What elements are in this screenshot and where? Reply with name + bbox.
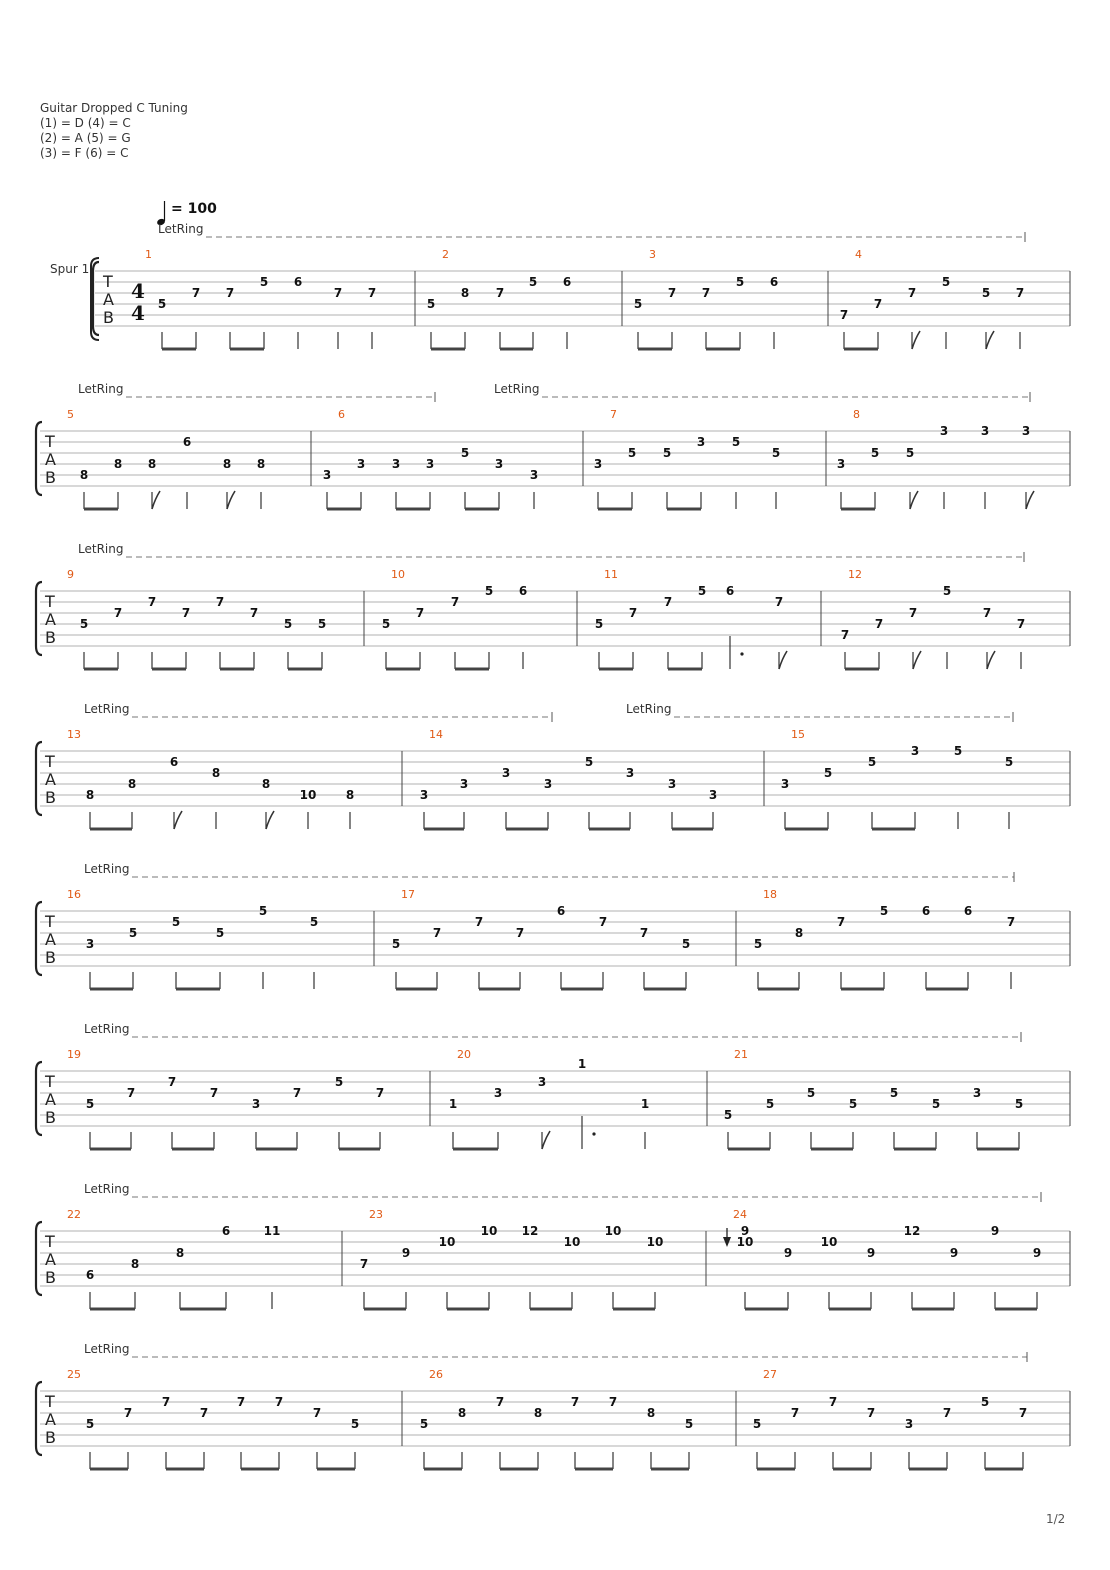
fret-number: 7 xyxy=(873,297,883,311)
fret-number: 5 xyxy=(942,584,952,598)
fret-number: 5 xyxy=(806,1086,816,1100)
fret-number: 7 xyxy=(126,1086,136,1100)
tab-clef-letter: B xyxy=(45,1268,56,1287)
tab-clef-letter: A xyxy=(45,450,56,469)
fret-number: 5 xyxy=(848,1097,858,1111)
fret-number: 6 xyxy=(293,275,303,289)
fret-number: 5 xyxy=(157,297,167,311)
fret-number: 8 xyxy=(261,777,271,791)
tab-clef-letter: T xyxy=(45,752,55,771)
fret-number: 9 xyxy=(990,1224,1000,1238)
note-flag xyxy=(174,811,182,829)
fret-number: 7 xyxy=(639,926,649,940)
fret-number: 7 xyxy=(432,926,442,940)
let-ring-label: LetRing xyxy=(626,702,672,716)
fret-number: 8 xyxy=(222,457,232,471)
fret-number: 5 xyxy=(309,915,319,929)
measure-number: 12 xyxy=(848,568,862,581)
fret-number: 7 xyxy=(982,606,992,620)
note-flag xyxy=(987,651,995,669)
fret-number: 5 xyxy=(259,275,269,289)
fret-number: 8 xyxy=(130,1257,140,1271)
fret-number: 3 xyxy=(593,457,603,471)
fret-number: 7 xyxy=(147,595,157,609)
fret-number: 7 xyxy=(667,286,677,300)
fret-number: 3 xyxy=(625,766,635,780)
system-bracket xyxy=(36,1382,42,1455)
tab-clef-letter: T xyxy=(45,1072,55,1091)
fret-number: 5 xyxy=(1014,1097,1024,1111)
fret-number: 8 xyxy=(113,457,123,471)
fret-number: 6 xyxy=(85,1268,95,1282)
fret-number: 7 xyxy=(1018,1406,1028,1420)
fret-number: 6 xyxy=(921,904,931,918)
tuning-title: Guitar Dropped C Tuning xyxy=(40,101,188,115)
fret-number: 5 xyxy=(627,446,637,460)
fret-number: 3 xyxy=(529,468,539,482)
system-bracket xyxy=(36,1222,42,1295)
fret-number: 5 xyxy=(381,617,391,631)
fret-number: 7 xyxy=(474,915,484,929)
measure-number: 7 xyxy=(610,408,617,421)
fret-number: 5 xyxy=(823,766,833,780)
fret-number: 8 xyxy=(256,457,266,471)
measure-number: 3 xyxy=(649,248,656,261)
measure-number: 10 xyxy=(391,568,405,581)
tab-clef-letter: B xyxy=(45,628,56,647)
tab-clef-letter: A xyxy=(45,1410,56,1429)
fret-number: 7 xyxy=(1006,915,1016,929)
fret-number: 7 xyxy=(874,617,884,631)
fret-number: 7 xyxy=(215,595,225,609)
fret-number: 3 xyxy=(85,937,95,951)
fret-number: 3 xyxy=(494,457,504,471)
measure-number: 21 xyxy=(734,1048,748,1061)
fret-number: 7 xyxy=(199,1406,209,1420)
fret-number: 8 xyxy=(85,788,95,802)
fret-number: 3 xyxy=(904,1417,914,1431)
fret-number: 7 xyxy=(942,1406,952,1420)
let-ring-label: LetRing xyxy=(84,1022,130,1036)
fret-number: 3 xyxy=(696,435,706,449)
tab-clef-letter: B xyxy=(45,1108,56,1127)
fret-number: 6 xyxy=(556,904,566,918)
measure-number: 9 xyxy=(67,568,74,581)
tuning-line: (2) = A (5) = G xyxy=(40,131,131,145)
note-flag xyxy=(779,651,787,669)
note-flag xyxy=(542,1131,550,1149)
system-bracket xyxy=(93,262,99,335)
fret-number: 5 xyxy=(889,1086,899,1100)
fret-number: 10 xyxy=(299,788,317,802)
fret-number: 3 xyxy=(910,744,920,758)
fret-number: 6 xyxy=(769,275,779,289)
measure-number: 16 xyxy=(67,888,81,901)
fret-number: 10 xyxy=(820,1235,838,1249)
fret-number: 7 xyxy=(274,1395,284,1409)
fret-number: 6 xyxy=(169,755,179,769)
fret-number: 3 xyxy=(493,1086,503,1100)
tab-clef-letter: B xyxy=(45,948,56,967)
fret-number: 7 xyxy=(225,286,235,300)
fret-number: 9 xyxy=(1032,1246,1042,1260)
fret-number: 5 xyxy=(870,446,880,460)
measure-number: 17 xyxy=(401,888,415,901)
fret-number: 10 xyxy=(646,1235,664,1249)
fret-number: 9 xyxy=(401,1246,411,1260)
fret-number: 5 xyxy=(867,755,877,769)
fret-number: 8 xyxy=(79,468,89,482)
fret-number: 5 xyxy=(905,446,915,460)
fret-number: 5 xyxy=(931,1097,941,1111)
tab-clef-letter: T xyxy=(45,1392,55,1411)
fret-number: 6 xyxy=(562,275,572,289)
fret-number: 5 xyxy=(879,904,889,918)
fret-number: 7 xyxy=(608,1395,618,1409)
measure-number: 6 xyxy=(338,408,345,421)
fret-number: 5 xyxy=(771,446,781,460)
fret-number: 7 xyxy=(570,1395,580,1409)
fret-number: 7 xyxy=(515,926,525,940)
fret-number: 5 xyxy=(697,584,707,598)
fret-number: 7 xyxy=(701,286,711,300)
fret-number: 3 xyxy=(391,457,401,471)
tab-clef-letter: T xyxy=(45,1232,55,1251)
tab-clef-letter: A xyxy=(45,930,56,949)
fret-number: 5 xyxy=(752,1417,762,1431)
tab-clef-letter: A xyxy=(45,1250,56,1269)
fret-number: 7 xyxy=(836,915,846,929)
fret-number: 7 xyxy=(663,595,673,609)
measure-number: 13 xyxy=(67,728,81,741)
fret-number: 7 xyxy=(790,1406,800,1420)
fret-number: 5 xyxy=(426,297,436,311)
measure-number: 15 xyxy=(791,728,805,741)
fret-number: 5 xyxy=(765,1097,775,1111)
fret-number: 8 xyxy=(794,926,804,940)
fret-number: 7 xyxy=(415,606,425,620)
note-flag xyxy=(986,331,994,349)
let-ring-label: LetRing xyxy=(84,1342,130,1356)
fret-number: 5 xyxy=(419,1417,429,1431)
tab-clef-letter: B xyxy=(45,1428,56,1447)
fret-number: 7 xyxy=(495,286,505,300)
note-flag xyxy=(1026,491,1034,509)
measure-number: 20 xyxy=(457,1048,471,1061)
fret-number: 1 xyxy=(640,1097,650,1111)
tab-clef-letter: T xyxy=(45,592,55,611)
tab-clef-letter: A xyxy=(45,610,56,629)
fret-number: 8 xyxy=(646,1406,656,1420)
fret-number: 7 xyxy=(123,1406,133,1420)
fret-number: 5 xyxy=(681,937,691,951)
fret-number: 3 xyxy=(251,1097,261,1111)
fret-number: 9 xyxy=(783,1246,793,1260)
fret-number: 10 xyxy=(604,1224,622,1238)
measure-number: 1 xyxy=(145,248,152,261)
dot xyxy=(592,1132,595,1135)
fret-number: 1 xyxy=(448,1097,458,1111)
fret-number: 8 xyxy=(345,788,355,802)
dot xyxy=(740,652,743,655)
fret-number: 7 xyxy=(908,606,918,620)
fret-number: 5 xyxy=(633,297,643,311)
note-flag xyxy=(910,491,918,509)
tuning-line: (3) = F (6) = C xyxy=(40,146,129,160)
fret-number: 5 xyxy=(171,915,181,929)
tab-clef-letter: T xyxy=(45,912,55,931)
measure-number: 8 xyxy=(853,408,860,421)
tab-clef-letter: A xyxy=(103,290,114,309)
measure-number: 5 xyxy=(67,408,74,421)
fret-number: 3 xyxy=(836,457,846,471)
measure-number: 11 xyxy=(604,568,618,581)
time-signature-top: 4 xyxy=(131,279,145,303)
let-ring-label: LetRing xyxy=(78,542,124,556)
fret-number: 5 xyxy=(1004,755,1014,769)
fret-number: 3 xyxy=(322,468,332,482)
measure-number: 14 xyxy=(429,728,443,741)
fret-number: 6 xyxy=(725,584,735,598)
fret-number: 10 xyxy=(736,1235,754,1249)
measure-number: 25 xyxy=(67,1368,81,1381)
measure-number: 18 xyxy=(763,888,777,901)
fret-number: 8 xyxy=(147,457,157,471)
fret-number: 10 xyxy=(563,1235,581,1249)
time-signature-bottom: 4 xyxy=(131,301,145,325)
tab-clef-letter: B xyxy=(103,308,114,327)
fret-number: 5 xyxy=(953,744,963,758)
fret-number: 6 xyxy=(221,1224,231,1238)
fret-number: 5 xyxy=(283,617,293,631)
fret-number: 5 xyxy=(723,1108,733,1122)
fret-number: 5 xyxy=(941,275,951,289)
let-ring-label: LetRing xyxy=(84,1182,130,1196)
note-flag xyxy=(227,491,235,509)
measure-number: 23 xyxy=(369,1208,383,1221)
fret-number: 7 xyxy=(161,1395,171,1409)
fret-number: 3 xyxy=(708,788,718,802)
note-flag xyxy=(912,331,920,349)
fret-number: 5 xyxy=(684,1417,694,1431)
fret-number: 3 xyxy=(667,777,677,791)
fret-number: 7 xyxy=(113,606,123,620)
fret-number: 8 xyxy=(460,286,470,300)
fret-number: 3 xyxy=(459,777,469,791)
system-bracket xyxy=(36,582,42,655)
tempo-marking: = 100 xyxy=(171,201,217,217)
fret-number: 6 xyxy=(963,904,973,918)
fret-number: 7 xyxy=(450,595,460,609)
fret-number: 5 xyxy=(980,1395,990,1409)
fret-number: 3 xyxy=(1021,424,1031,438)
fret-number: 3 xyxy=(356,457,366,471)
fret-number: 10 xyxy=(480,1224,498,1238)
fret-number: 3 xyxy=(425,457,435,471)
fret-number: 5 xyxy=(460,446,470,460)
measure-number: 24 xyxy=(733,1208,747,1221)
fret-number: 12 xyxy=(521,1224,539,1238)
fret-number: 5 xyxy=(85,1097,95,1111)
fret-number: 3 xyxy=(543,777,553,791)
let-ring-label: LetRing xyxy=(84,702,130,716)
fret-number: 3 xyxy=(972,1086,982,1100)
fret-number: 8 xyxy=(457,1406,467,1420)
fret-number: 7 xyxy=(828,1395,838,1409)
fret-number: 7 xyxy=(840,628,850,642)
fret-number: 5 xyxy=(662,446,672,460)
fret-number: 5 xyxy=(594,617,604,631)
fret-number: 8 xyxy=(211,766,221,780)
tab-clef-letter: A xyxy=(45,1090,56,1109)
fret-number: 7 xyxy=(167,1075,177,1089)
fret-number: 7 xyxy=(495,1395,505,1409)
measure-number: 26 xyxy=(429,1368,443,1381)
tab-clef-letter: T xyxy=(103,272,113,291)
fret-number: 11 xyxy=(263,1224,281,1238)
fret-number: 12 xyxy=(903,1224,921,1238)
fret-number: 5 xyxy=(128,926,138,940)
fret-number: 5 xyxy=(85,1417,95,1431)
measure-number: 4 xyxy=(855,248,862,261)
measure-number: 2 xyxy=(442,248,449,261)
fret-number: 7 xyxy=(628,606,638,620)
fret-number: 7 xyxy=(181,606,191,620)
fret-number: 7 xyxy=(236,1395,246,1409)
fret-number: 7 xyxy=(866,1406,876,1420)
fret-number: 7 xyxy=(375,1086,385,1100)
tab-clef-letter: T xyxy=(45,432,55,451)
system-bracket xyxy=(36,742,42,815)
fret-number: 7 xyxy=(907,286,917,300)
tab-clef-letter: B xyxy=(45,788,56,807)
fret-number: 7 xyxy=(1015,286,1025,300)
fret-number: 5 xyxy=(735,275,745,289)
fret-number: 8 xyxy=(127,777,137,791)
tuning-line: (1) = D (4) = C xyxy=(40,116,131,130)
fret-number: 5 xyxy=(584,755,594,769)
fret-number: 7 xyxy=(249,606,259,620)
fret-number: 9 xyxy=(949,1246,959,1260)
fret-number: 8 xyxy=(175,1246,185,1260)
system-bracket xyxy=(36,902,42,975)
note-flag xyxy=(152,491,160,509)
fret-number: 10 xyxy=(438,1235,456,1249)
fret-number: 7 xyxy=(333,286,343,300)
fret-number: 7 xyxy=(209,1086,219,1100)
fret-number: 5 xyxy=(350,1417,360,1431)
fret-number: 6 xyxy=(182,435,192,449)
fret-number: 3 xyxy=(501,766,511,780)
fret-number: 7 xyxy=(1016,617,1026,631)
note-flag xyxy=(266,811,274,829)
fret-number: 9 xyxy=(740,1224,750,1238)
note-flag xyxy=(913,651,921,669)
let-ring-label: LetRing xyxy=(494,382,540,396)
let-ring-label: LetRing xyxy=(78,382,124,396)
fret-number: 5 xyxy=(215,926,225,940)
measure-number: 19 xyxy=(67,1048,81,1061)
fret-number: 5 xyxy=(258,904,268,918)
fret-number: 5 xyxy=(981,286,991,300)
fret-number: 9 xyxy=(866,1246,876,1260)
track-label: Spur 1 xyxy=(50,262,90,276)
system-bracket xyxy=(36,1062,42,1135)
fret-number: 6 xyxy=(518,584,528,598)
fret-number: 5 xyxy=(79,617,89,631)
fret-number: 5 xyxy=(317,617,327,631)
fret-number: 1 xyxy=(577,1057,587,1071)
fret-number: 5 xyxy=(731,435,741,449)
fret-number: 5 xyxy=(753,937,763,951)
let-ring-label: LetRing xyxy=(158,222,204,236)
let-ring-label: LetRing xyxy=(84,862,130,876)
fret-number: 7 xyxy=(367,286,377,300)
fret-number: 5 xyxy=(484,584,494,598)
fret-number: 7 xyxy=(312,1406,322,1420)
fret-number: 3 xyxy=(780,777,790,791)
fret-number: 7 xyxy=(292,1086,302,1100)
tab-clef-letter: A xyxy=(45,770,56,789)
fret-number: 7 xyxy=(359,1257,369,1271)
fret-number: 3 xyxy=(980,424,990,438)
fret-number: 8 xyxy=(533,1406,543,1420)
measure-number: 22 xyxy=(67,1208,81,1221)
fret-number: 3 xyxy=(419,788,429,802)
measure-number: 27 xyxy=(763,1368,777,1381)
fret-number: 5 xyxy=(334,1075,344,1089)
fret-number: 3 xyxy=(939,424,949,438)
fret-number: 3 xyxy=(537,1075,547,1089)
fret-number: 7 xyxy=(839,308,849,322)
fret-number: 5 xyxy=(391,937,401,951)
system-bracket xyxy=(36,422,42,495)
tab-clef-letter: B xyxy=(45,468,56,487)
fret-number: 5 xyxy=(528,275,538,289)
fret-number: 7 xyxy=(598,915,608,929)
fret-number: 7 xyxy=(774,595,784,609)
page-number: 1/2 xyxy=(1046,1512,1066,1526)
fret-number: 7 xyxy=(191,286,201,300)
